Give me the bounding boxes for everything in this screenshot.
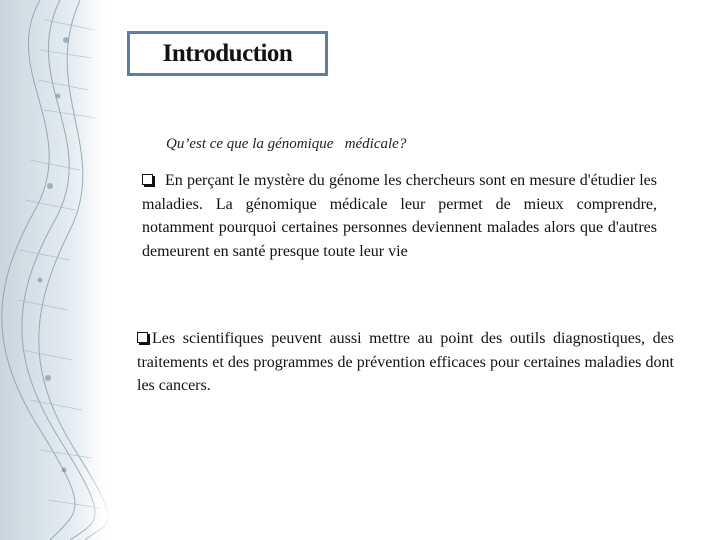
- bullet-text-1: En perçant le mystère du génome les chercheurs sont en mesure d'étudier les maladies. La génomique médicale leur permet de mieux comprendre, notamment pourquoi certaines personnes deviennent malades alors que d'autres demeurent en santé presque toute leur vie: [142, 172, 657, 260]
- slide-subtitle: Qu’est ce que la génomique médicale?: [166, 136, 407, 152]
- checkbox-bullet-icon: [137, 332, 148, 343]
- dna-helix-illustration: [0, 0, 112, 540]
- slide-title: Introduction: [162, 39, 293, 67]
- bullet-paragraph-1: [142, 169, 657, 263]
- decorative-dna-helix-background: [0, 0, 112, 540]
- slide-title-box: [127, 31, 328, 76]
- bullet-paragraph-2: [137, 327, 674, 398]
- bullet-text-2: Les scientifiques peuvent aussi mettre au point des outils diagnostiques, des traitements et des programmes de prévention efficaces pour certaines maladies dont les cancers.: [137, 330, 674, 394]
- checkbox-bullet-icon: [142, 174, 153, 185]
